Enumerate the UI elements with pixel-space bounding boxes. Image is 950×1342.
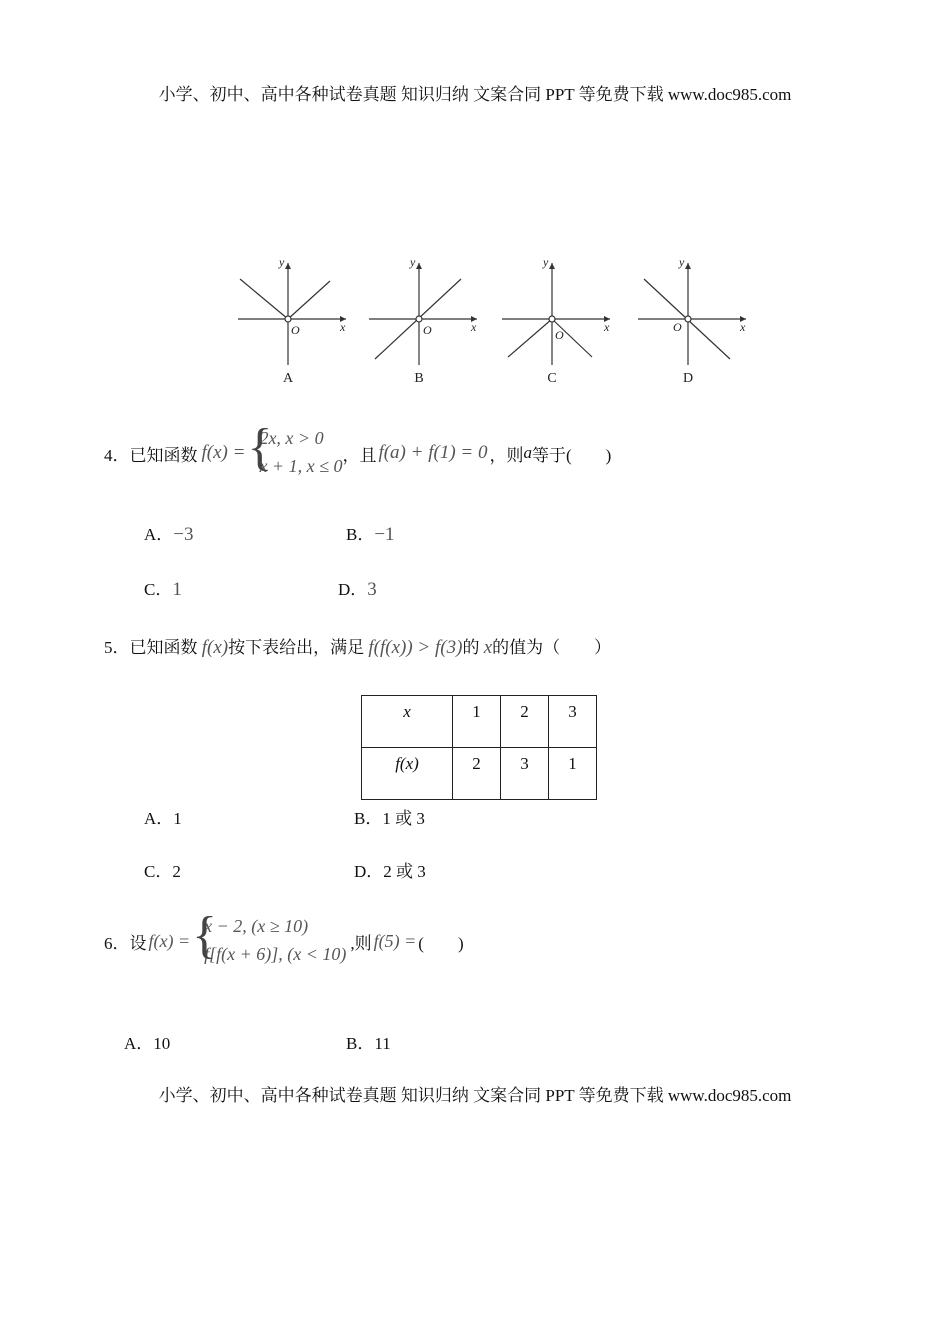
q6-condition: f(5) = <box>373 930 417 951</box>
q4-option-a[interactable] <box>144 520 194 546</box>
q5-var: x <box>483 637 493 658</box>
graph-d-origin-label: O <box>673 320 682 334</box>
q4-prefix: 已知函数 <box>129 445 198 465</box>
q4-brace: { <box>247 419 273 476</box>
q5-fx: f(x) <box>201 637 229 658</box>
q6-brace: { <box>192 907 218 964</box>
table-cell: 1 <box>453 696 501 748</box>
q6-option-a[interactable] <box>124 1029 170 1054</box>
question-4 <box>104 419 612 483</box>
q6-case-1: x − 2, (x ≥ 10) <box>204 916 309 936</box>
q4-case-1: 2x, x > 0 <box>259 428 324 448</box>
graph-c-x-label: x <box>604 320 610 334</box>
q5-value-table <box>361 695 597 800</box>
q4-fx: f(x) = <box>201 442 246 463</box>
graph-c-origin-label: O <box>555 328 564 342</box>
graph-a-label: A <box>282 371 294 386</box>
graph-d <box>638 255 746 365</box>
graph-d-label: D <box>682 371 694 386</box>
q5-option-a-label: A． <box>144 809 174 828</box>
q5-condition: f(f(x)) > f(3) <box>368 637 463 658</box>
q6-mid: ,则 <box>350 933 372 953</box>
q4-number: 4． <box>104 445 130 465</box>
q4-option-c[interactable] <box>144 575 182 601</box>
graph-c <box>502 255 610 365</box>
q4-option-d[interactable] <box>338 575 377 601</box>
question-6 <box>104 907 464 972</box>
graph-b-label: B <box>414 371 424 386</box>
q5-option-d-value: 2 或 3 <box>383 862 426 881</box>
q4-option-a-label: A． <box>144 525 174 544</box>
q5-option-a-value: 1 <box>173 809 182 828</box>
q6-fx: f(x) = <box>148 930 191 951</box>
q4-piecewise <box>247 419 343 482</box>
q5-option-c[interactable] <box>144 857 181 882</box>
q6-suffix: ( ) <box>418 933 464 953</box>
q4-suffix-1: ，则 <box>489 445 524 465</box>
q4-option-d-label: D． <box>338 580 368 599</box>
graph-a-y-label: y <box>279 255 285 269</box>
page-footer: 小学、初中、高中各种试卷真题 知识归纳 文案合同 PPT 等免费下载 www.doc985.com <box>158 1086 792 1105</box>
q5-option-d-label: D． <box>354 862 384 881</box>
graph-a-origin-label: O <box>291 323 300 337</box>
q5-option-b[interactable] <box>354 804 425 829</box>
q4-suffix-2: 等于( ) <box>531 445 612 465</box>
graph-a-x-label: x <box>340 320 346 334</box>
q6-piecewise <box>192 907 347 970</box>
graph-b-origin-label: O <box>423 323 432 337</box>
q4-option-a-value: −3 <box>173 524 194 545</box>
table-row <box>362 696 597 748</box>
q4-mid: ，且 <box>342 445 377 465</box>
q4-case-2: x + 1, x ≤ 0 <box>259 456 343 476</box>
q5-prefix: 已知函数 <box>129 638 198 657</box>
table-row <box>362 748 597 800</box>
table-head-fx: f(x) <box>362 748 453 800</box>
q4-option-b-label: B． <box>346 525 375 544</box>
q4-option-c-value: 1 <box>172 579 182 600</box>
q5-option-d[interactable] <box>354 857 426 882</box>
table-head-x: x <box>362 696 453 748</box>
q5-suffix-1: 的 <box>462 638 480 657</box>
q5-option-b-label: B． <box>354 809 383 828</box>
graph-b <box>369 255 477 365</box>
q6-option-a-label: A． <box>124 1034 154 1053</box>
q4-option-c-label: C． <box>144 580 173 599</box>
q6-option-b-label: B． <box>346 1034 375 1053</box>
table-cell: 3 <box>501 748 549 800</box>
q6-prefix: 设 <box>129 933 147 953</box>
graph-c-label: C <box>547 371 557 386</box>
graph-b-y-label: y <box>410 255 416 269</box>
table-cell: 2 <box>453 748 501 800</box>
question-5 <box>104 633 611 659</box>
q5-mid: 按下表给出，满足 <box>228 638 365 657</box>
q4-var: a <box>523 443 532 462</box>
graph-b-x-label: x <box>471 320 477 334</box>
graph-c-y-label: y <box>543 255 549 269</box>
graph-a <box>238 255 346 365</box>
q4-option-b-value: −1 <box>374 524 395 545</box>
table-cell: 2 <box>501 696 549 748</box>
q4-condition: f(a) + f(1) = 0 <box>378 442 488 463</box>
q6-option-b[interactable] <box>346 1029 391 1054</box>
q6-case-2: f[f(x + 6)], (x < 10) <box>204 944 347 964</box>
graph-d-y-label: y <box>679 255 685 269</box>
q5-option-a[interactable] <box>144 804 182 829</box>
graph-options-figure <box>230 255 760 390</box>
graph-d-x-label: x <box>740 320 746 334</box>
q6-option-a-value: 10 <box>153 1034 171 1053</box>
q6-option-b-value: 11 <box>374 1034 391 1053</box>
q4-option-d-value: 3 <box>367 579 377 600</box>
q5-option-c-value: 2 <box>172 862 181 881</box>
q5-option-c-label: C． <box>144 862 173 881</box>
q5-suffix-2: 的值为（ ） <box>492 638 612 657</box>
q4-option-b[interactable] <box>346 520 395 546</box>
page-header: 小学、初中、高中各种试卷真题 知识归纳 文案合同 PPT 等免费下载 www.doc985.com <box>158 85 792 104</box>
q5-number: 5． <box>104 638 130 657</box>
table-cell: 1 <box>549 748 597 800</box>
q6-number: 6． <box>104 933 130 953</box>
q5-option-b-value: 1 或 3 <box>382 809 425 828</box>
table-cell: 3 <box>549 696 597 748</box>
